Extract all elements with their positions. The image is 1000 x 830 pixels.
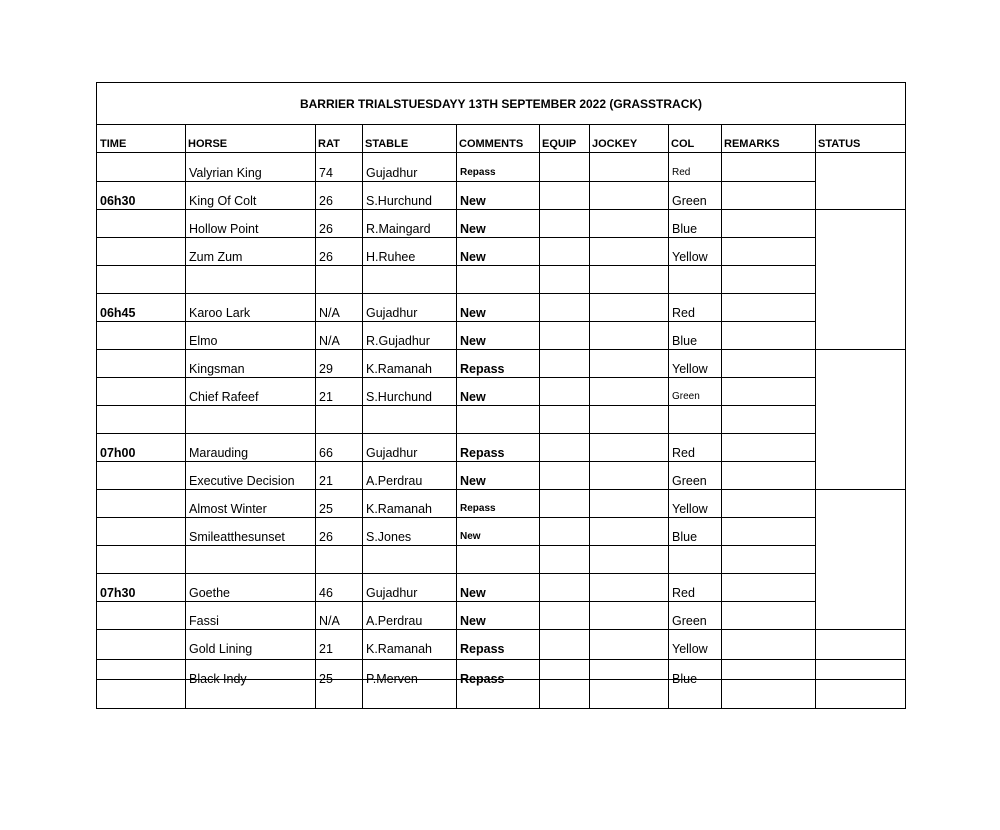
sheet-title: BARRIER TRIALSTUESDAYY 13TH SEPTEMBER 2022 (GRASSTRACK): [97, 83, 905, 125]
cell-comments: Repass: [460, 642, 505, 656]
table-header: [97, 125, 905, 153]
cell-horse: Gold Lining: [189, 642, 253, 656]
cell-col: Green: [672, 391, 700, 402]
cell-rat: 26: [319, 530, 333, 544]
cell-comments: New: [460, 586, 486, 600]
cell-rat: 21: [319, 642, 333, 656]
cell-horse: Marauding: [189, 446, 249, 460]
header-comments: COMMENTS: [459, 138, 524, 150]
cell-comments: Repass: [460, 503, 496, 514]
header-jockey: JOCKEY: [592, 138, 638, 150]
cell-rat: N/A: [319, 334, 340, 348]
row-divider: [97, 433, 815, 434]
cell-stable: K.Ramanah: [366, 502, 433, 516]
header-remarks: REMARKS: [724, 138, 780, 150]
cell-col: Blue: [672, 530, 698, 544]
row-divider: [97, 659, 905, 660]
cell-comments: New: [460, 306, 486, 320]
cell-horse: Smileatthesunset: [189, 530, 285, 544]
time-slot-0700: 07h00: [100, 446, 136, 460]
cell-rat: 26: [319, 222, 333, 236]
cell-rat: 26: [319, 194, 333, 208]
column-divider: [589, 125, 590, 708]
cell-horse: Valyrian King: [189, 166, 262, 180]
cell-stable: A.Perdrau: [366, 474, 423, 488]
cell-comments: New: [460, 334, 486, 348]
cell-col: Yellow: [672, 642, 708, 656]
cell-comments: Repass: [460, 167, 496, 178]
time-slot-0630: 06h30: [100, 194, 136, 208]
cell-comments: New: [460, 531, 481, 542]
cell-comments: New: [460, 614, 486, 628]
header-rat: RAT: [318, 138, 340, 150]
cell-comments: New: [460, 194, 486, 208]
cell-horse: Fassi: [189, 614, 219, 628]
cell-rat: 46: [319, 586, 333, 600]
header-status: STATUS: [818, 138, 861, 150]
column-divider: [815, 125, 816, 708]
cell-rat: 21: [319, 474, 333, 488]
cell-comments: New: [460, 390, 486, 404]
cell-stable: K.Ramanah: [366, 362, 433, 376]
header-time: TIME: [100, 138, 127, 150]
cell-col: Yellow: [672, 250, 708, 264]
cell-horse: King Of Colt: [189, 194, 257, 208]
header-equip: EQUIP: [542, 138, 577, 150]
cell-col: Green: [672, 194, 707, 208]
cell-rat: N/A: [319, 614, 340, 628]
cell-col: Blue: [672, 222, 698, 236]
cell-stable: R.Maingard: [366, 222, 431, 236]
cell-horse: Kingsman: [189, 362, 245, 376]
cell-stable: Gujadhur: [366, 306, 418, 320]
cell-stable: K.Ramanah: [366, 642, 433, 656]
row-divider: [97, 293, 815, 294]
row-divider: [97, 349, 905, 350]
cell-horse: Karoo Lark: [189, 306, 251, 320]
cell-col: Red: [672, 306, 695, 320]
cell-stable: S.Hurchund: [366, 194, 433, 208]
cell-horse: Almost Winter: [189, 502, 267, 516]
cell-comments: New: [460, 222, 486, 236]
cell-stable: Gujadhur: [366, 586, 418, 600]
cell-rat: 21: [319, 390, 333, 404]
cell-stable: H.Ruhee: [366, 250, 416, 264]
cell-horse: Chief Rafeef: [189, 390, 259, 404]
cell-stable: P.Merven: [366, 672, 418, 686]
column-divider: [721, 125, 722, 708]
cell-col: Red: [672, 586, 695, 600]
header-stable: STABLE: [365, 138, 409, 150]
cell-horse: Elmo: [189, 334, 218, 348]
cell-col: Yellow: [672, 502, 708, 516]
cell-stable: S.Hurchund: [366, 390, 433, 404]
cell-horse: Executive Decision: [189, 474, 295, 488]
cell-stable: Gujadhur: [366, 446, 418, 460]
cell-col: Green: [672, 614, 707, 628]
cell-col: Green: [672, 474, 707, 488]
header-col: COL: [671, 138, 695, 150]
cell-comments: Repass: [460, 446, 505, 460]
cell-rat: 74: [319, 166, 333, 180]
cell-horse: Hollow Point: [189, 222, 259, 236]
cell-rat: 26: [319, 250, 333, 264]
time-slot-0645: 06h45: [100, 306, 136, 320]
cell-col: Red: [672, 446, 695, 460]
header-horse: HORSE: [188, 138, 228, 150]
cell-col: Blue: [672, 672, 698, 686]
cell-rat: N/A: [319, 306, 340, 320]
cell-rat: 25: [319, 672, 333, 686]
cell-col: Blue: [672, 334, 698, 348]
time-slot-0730: 07h30: [100, 586, 136, 600]
cell-rat: 66: [319, 446, 333, 460]
cell-stable: Gujadhur: [366, 166, 418, 180]
barrier-trials-sheet: [96, 82, 906, 709]
cell-rat: 25: [319, 502, 333, 516]
cell-comments: Repass: [460, 672, 505, 686]
cell-comments: New: [460, 474, 486, 488]
cell-comments: Repass: [460, 362, 505, 376]
cell-horse: Goethe: [189, 586, 231, 600]
cell-col: Yellow: [672, 362, 708, 376]
row-divider: [97, 573, 815, 574]
cell-stable: A.Perdrau: [366, 614, 423, 628]
cell-stable: S.Jones: [366, 530, 412, 544]
cell-horse: Zum Zum: [189, 250, 243, 264]
column-divider: [539, 125, 540, 708]
cell-stable: R.Gujadhur: [366, 334, 430, 348]
cell-rat: 29: [319, 362, 333, 376]
cell-horse: Black Indy: [189, 672, 247, 686]
cell-comments: New: [460, 250, 486, 264]
cell-col: Red: [672, 167, 691, 178]
